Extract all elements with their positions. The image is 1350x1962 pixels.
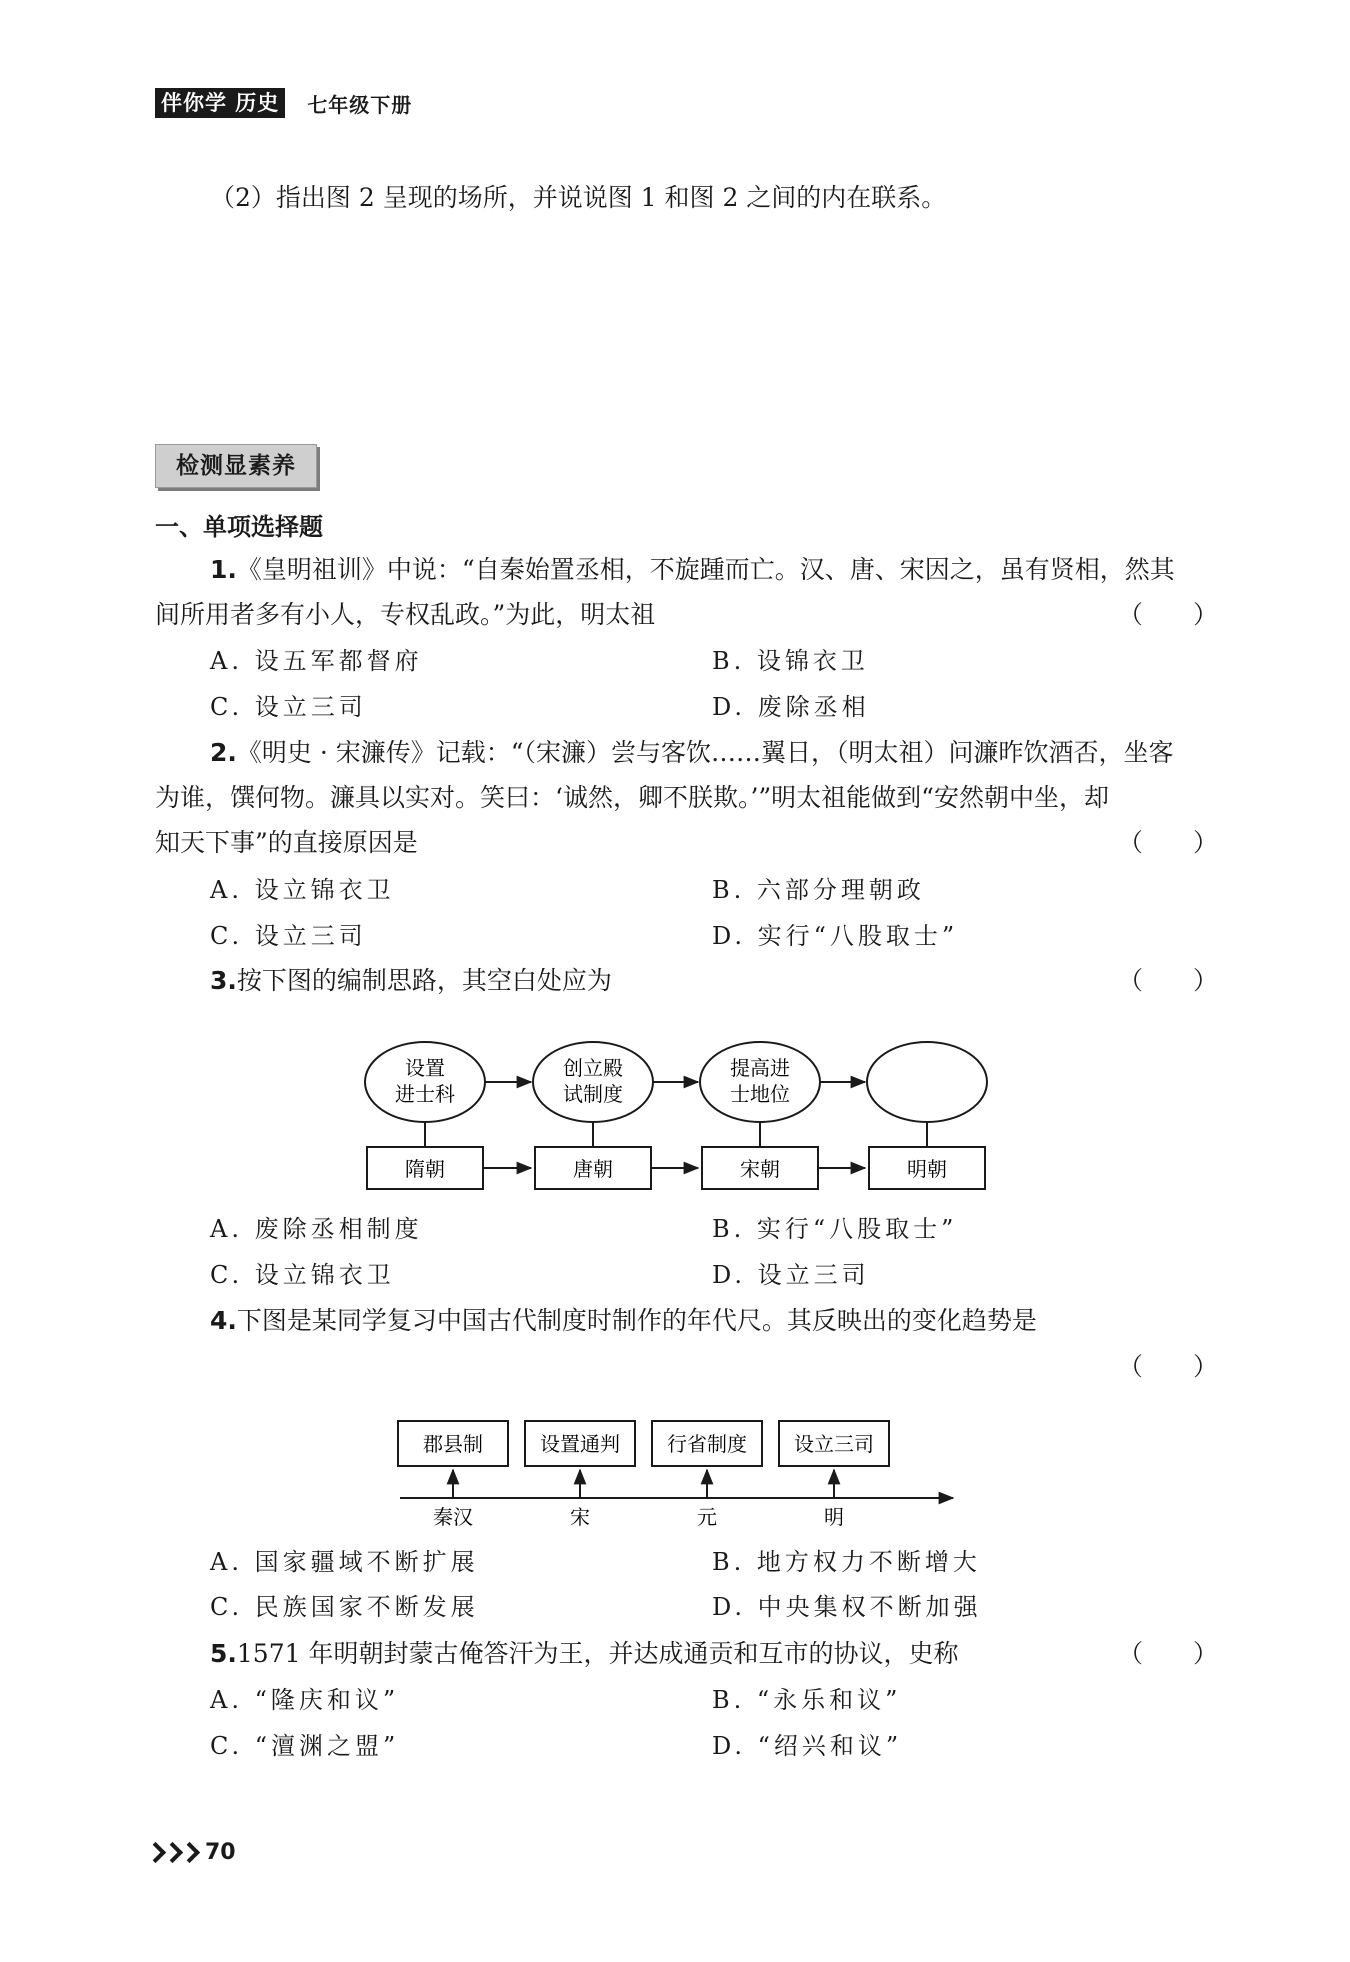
timeline-tick-label: 明	[824, 1505, 844, 1529]
question-3-number: 3.	[210, 966, 237, 995]
q2-option-b[interactable]: B. 六部分理朝政	[712, 876, 925, 904]
q2-option-c[interactable]: C. 设立三司	[210, 922, 367, 950]
q4-option-b[interactable]: B. 地方权力不断增大	[712, 1548, 981, 1576]
q3-option-a[interactable]: A. 废除丞相制度	[210, 1215, 423, 1243]
question-1-number: 1.	[210, 555, 237, 584]
question-2-line2: 为谁，馔何物。濂具以实对。笑曰：‘诚然，卿不朕欺。’”明太祖能做到“安然朝中坐，却	[155, 783, 1109, 812]
timeline-box-label: 行省制度	[667, 1432, 747, 1456]
q5-option-d[interactable]: D. “绍兴和议”	[712, 1732, 903, 1760]
timeline-box-label: 设置通判	[540, 1432, 620, 1456]
question-2-text: 《明史 · 宋濂传》记载：“（宋濂）尝与客饮……翼日，（明太祖）问濂昨饮酒否，坐客	[236, 738, 1174, 767]
answer-bracket[interactable]: （ ）	[1118, 1639, 1219, 1668]
oval-2-line1: 创立殿	[563, 1056, 623, 1080]
prev-question-part2: （2）指出图 2 呈现的场所，并说说图 1 和图 2 之间的内在联系。	[210, 183, 947, 212]
timeline-box-label: 设立三司	[794, 1432, 874, 1456]
question-5-number: 5.	[210, 1639, 237, 1668]
book-series-title: 伴你学 历史	[155, 88, 285, 118]
box-label: 宋朝	[740, 1157, 780, 1181]
q4-option-a[interactable]: A. 国家疆域不断扩展	[210, 1548, 479, 1576]
oval-1-line2: 进士科	[395, 1082, 455, 1106]
q4-option-d[interactable]: D. 中央集权不断加强	[712, 1593, 982, 1621]
timeline-box-1	[398, 1421, 508, 1466]
q3-option-d[interactable]: D. 设立三司	[712, 1261, 870, 1289]
box-label: 隋朝	[405, 1157, 445, 1181]
answer-bracket[interactable]: （ ）	[1118, 1352, 1219, 1381]
question-4-number: 4.	[210, 1306, 237, 1335]
timeline-tick-label: 秦汉	[433, 1505, 473, 1529]
chevron-right-icon	[148, 1845, 199, 1860]
q1-option-a[interactable]: A. 设五军都督府	[210, 647, 423, 675]
q5-option-c[interactable]: C. “澶渊之盟”	[210, 1732, 400, 1760]
q1-option-b[interactable]: B. 设锦衣卫	[712, 647, 869, 675]
q1-option-d[interactable]: D. 废除丞相	[712, 693, 870, 721]
oval-1-line1: 设置	[405, 1056, 445, 1080]
answer-bracket[interactable]: （ ）	[1118, 966, 1219, 995]
q2-option-a[interactable]: A. 设立锦衣卫	[210, 876, 395, 904]
oval-3-line1: 提高进	[730, 1056, 790, 1080]
q3-option-b[interactable]: B. 实行“八股取士”	[712, 1215, 958, 1243]
section-title: 检测显素养	[155, 444, 317, 488]
q2-option-d[interactable]: D. 实行“八股取士”	[712, 922, 959, 950]
subsection-title: 一、单项选择题	[155, 513, 323, 541]
q5-option-b[interactable]: B. “永乐和议”	[712, 1686, 902, 1714]
answer-bracket[interactable]: （ ）	[1118, 600, 1219, 629]
oval-2-line2: 试制度	[563, 1082, 623, 1106]
question-4-text: 下图是某同学复习中国古代制度时制作的年代尺。其反映出的变化趋势是	[236, 1306, 1037, 1335]
q3-option-c[interactable]: C. 设立锦衣卫	[210, 1261, 395, 1289]
question-3-text: 按下图的编制思路，其空白处应为	[236, 966, 612, 995]
timeline-tick-label: 元	[697, 1505, 717, 1529]
question-1-text: 《皇明祖训》中说：“自秦始置丞相，不旋踵而亡。汉、唐、宋因之，虽有贤相，然其	[236, 555, 1175, 584]
grade-label: 七年级下册	[307, 92, 413, 117]
question-1-line2: 间所用者多有小人，专权乱政。”为此，明太祖	[155, 600, 656, 629]
box-label: 唐朝	[573, 1157, 613, 1181]
timeline-box-2	[525, 1421, 635, 1466]
q1-option-c[interactable]: C. 设立三司	[210, 693, 367, 721]
q5-option-a[interactable]: A. “隆庆和议”	[210, 1686, 400, 1714]
timeline-box-3	[652, 1421, 762, 1466]
question-5-text: 1571 年明朝封蒙古俺答汗为王，并达成通贡和互市的协议，史称	[236, 1639, 959, 1668]
page-footer	[148, 1840, 236, 1865]
timeline-box-label: 郡县制	[423, 1432, 483, 1456]
question-2-line3: 知天下事”的直接原因是	[155, 828, 418, 857]
question-2-number: 2.	[210, 738, 237, 767]
oval-3-line2: 士地位	[730, 1082, 790, 1106]
box-label: 明朝	[907, 1157, 947, 1181]
answer-bracket[interactable]: （ ）	[1118, 828, 1219, 857]
question-5-line1	[210, 1637, 958, 1671]
q4-option-c[interactable]: C. 民族国家不断发展	[210, 1593, 479, 1621]
timeline-box-4	[779, 1421, 889, 1466]
timeline-tick-label: 宋	[570, 1505, 590, 1529]
page-number: 70	[205, 1840, 236, 1865]
